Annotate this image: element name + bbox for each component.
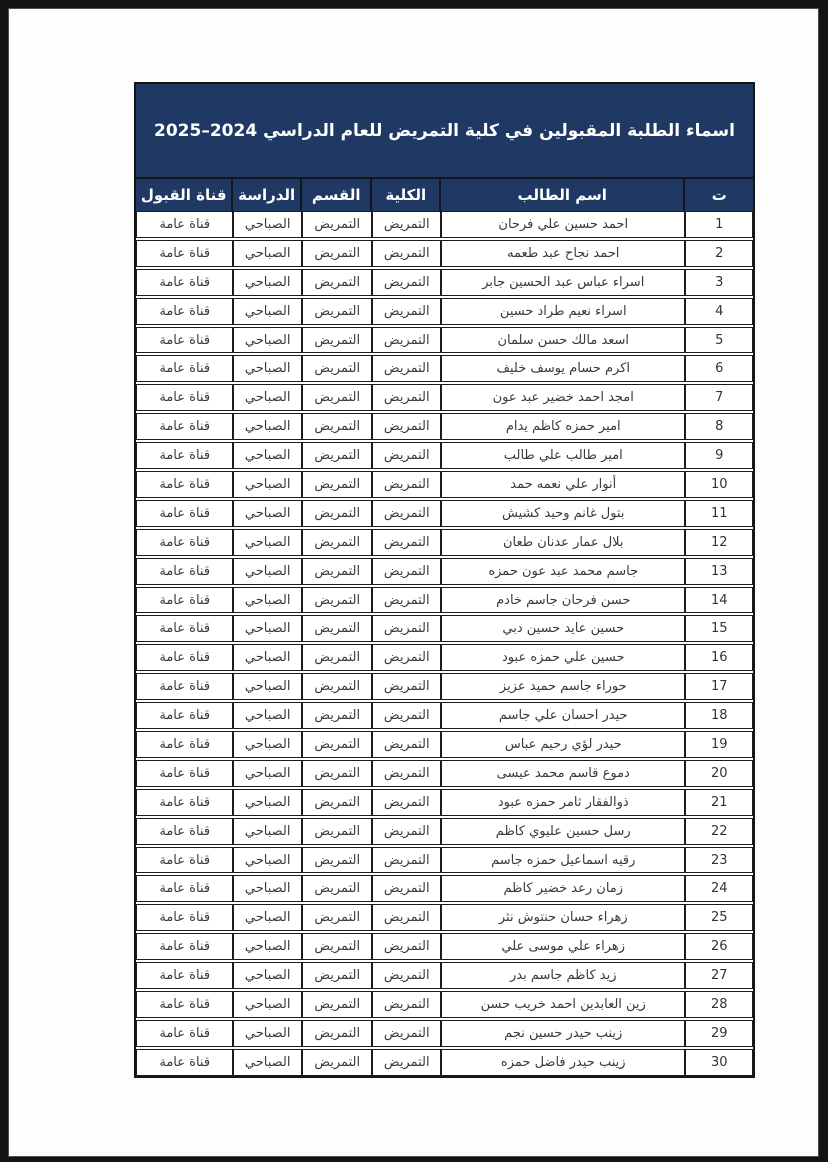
table-row (136, 847, 753, 874)
cell-admission-channel: قناة عامة (136, 760, 233, 787)
cell-department: التمريض (302, 355, 373, 382)
cell-admission-channel: قناة عامة (136, 240, 233, 267)
table-row (136, 471, 753, 498)
table-row (136, 991, 753, 1018)
cell-admission-channel: قناة عامة (136, 962, 233, 989)
cell-college: التمريض (372, 904, 441, 931)
cell-student-name: اسراء عباس عبد الحسين جابر (441, 269, 685, 296)
cell-admission-channel: قناة عامة (136, 702, 233, 729)
cell-study: الصباحي (233, 298, 302, 325)
cell-department: التمريض (302, 1020, 373, 1047)
cell-index: 28 (685, 991, 753, 1018)
cell-college: التمريض (372, 702, 441, 729)
cell-index: 2 (685, 240, 753, 267)
cell-student-name: اسعد مالك حسن سلمان (441, 327, 685, 354)
cell-student-name: ذوالفقار ثامر حمزه عبود (441, 789, 685, 816)
cell-department: التمريض (302, 962, 373, 989)
cell-college: التمريض (372, 1020, 441, 1047)
cell-admission-channel: قناة عامة (136, 904, 233, 931)
cell-department: التمريض (302, 818, 373, 845)
cell-index: 30 (685, 1049, 753, 1076)
table-row (136, 240, 753, 267)
cell-index: 16 (685, 644, 753, 671)
cell-index: 13 (685, 558, 753, 585)
cell-student-name: بتول غانم وحيد كشيش (441, 500, 685, 527)
header-cell-department: القسم (302, 179, 373, 211)
cell-index: 11 (685, 500, 753, 527)
students-table (134, 82, 755, 1078)
cell-department: التمريض (302, 471, 373, 498)
cell-index: 8 (685, 413, 753, 440)
cell-college: التمريض (372, 644, 441, 671)
cell-admission-channel: قناة عامة (136, 500, 233, 527)
cell-study: الصباحي (233, 327, 302, 354)
cell-student-name: زين العابدين احمد خريب حسن (441, 991, 685, 1018)
cell-college: التمريض (372, 818, 441, 845)
cell-index: 4 (685, 298, 753, 325)
cell-study: الصباحي (233, 240, 302, 267)
cell-student-name: حسين عايد حسين دبي (441, 615, 685, 642)
cell-student-name: اسراء نعيم طراد حسين (441, 298, 685, 325)
cell-index: 1 (685, 211, 753, 238)
cell-college: التمريض (372, 933, 441, 960)
table-row (136, 789, 753, 816)
table-row (136, 355, 753, 382)
cell-admission-channel: قناة عامة (136, 442, 233, 469)
cell-index: 27 (685, 962, 753, 989)
cell-study: الصباحي (233, 875, 302, 902)
header-cell-student-name: اسم الطالب (441, 179, 685, 211)
cell-college: التمريض (372, 384, 441, 411)
cell-admission-channel: قناة عامة (136, 673, 233, 700)
table-row (136, 413, 753, 440)
cell-department: التمريض (302, 269, 373, 296)
cell-department: التمريض (302, 904, 373, 931)
cell-study: الصباحي (233, 529, 302, 556)
cell-admission-channel: قناة عامة (136, 875, 233, 902)
cell-college: التمريض (372, 558, 441, 585)
table-row (136, 211, 753, 238)
cell-admission-channel: قناة عامة (136, 847, 233, 874)
cell-student-name: بلال عمار عدنان طعان (441, 529, 685, 556)
header-cell-college: الكلية (372, 179, 441, 211)
cell-college: التمريض (372, 471, 441, 498)
cell-college: التمريض (372, 673, 441, 700)
cell-admission-channel: قناة عامة (136, 384, 233, 411)
cell-department: التمريض (302, 933, 373, 960)
cell-department: التمريض (302, 644, 373, 671)
cell-admission-channel: قناة عامة (136, 991, 233, 1018)
cell-admission-channel: قناة عامة (136, 327, 233, 354)
cell-student-name: جاسم محمد عبد عون حمزه (441, 558, 685, 585)
cell-college: التمريض (372, 1049, 441, 1076)
cell-study: الصباحي (233, 355, 302, 382)
cell-department: التمريض (302, 413, 373, 440)
document-page (8, 8, 819, 1157)
table-row (136, 702, 753, 729)
cell-admission-channel: قناة عامة (136, 355, 233, 382)
cell-study: الصباحي (233, 384, 302, 411)
cell-department: التمريض (302, 847, 373, 874)
cell-college: التمريض (372, 327, 441, 354)
cell-college: التمريض (372, 413, 441, 440)
cell-college: التمريض (372, 731, 441, 758)
table-row (136, 962, 753, 989)
cell-student-name: زينب حيدر حسين نجم (441, 1020, 685, 1047)
cell-student-name: زينب حيدر فاضل حمزه (441, 1049, 685, 1076)
cell-admission-channel: قناة عامة (136, 211, 233, 238)
cell-study: الصباحي (233, 500, 302, 527)
cell-study: الصباحي (233, 269, 302, 296)
cell-department: التمريض (302, 240, 373, 267)
cell-study: الصباحي (233, 818, 302, 845)
cell-college: التمريض (372, 615, 441, 642)
table-row (136, 384, 753, 411)
cell-index: 3 (685, 269, 753, 296)
cell-index: 7 (685, 384, 753, 411)
table-row (136, 904, 753, 931)
cell-study: الصباحي (233, 587, 302, 614)
header-cell-admission-channel: قناة القبول (136, 179, 233, 211)
cell-index: 12 (685, 529, 753, 556)
cell-student-name: اكرم حسام يوسف خليف (441, 355, 685, 382)
header-cell-study: الدراسة (233, 179, 302, 211)
cell-department: التمريض (302, 991, 373, 1018)
cell-student-name: زهراء علي موسى علي (441, 933, 685, 960)
cell-study: الصباحي (233, 962, 302, 989)
cell-index: 19 (685, 731, 753, 758)
table-row (136, 875, 753, 902)
cell-index: 5 (685, 327, 753, 354)
cell-index: 10 (685, 471, 753, 498)
cell-college: التمريض (372, 847, 441, 874)
table-row (136, 587, 753, 614)
cell-department: التمريض (302, 673, 373, 700)
cell-college: التمريض (372, 529, 441, 556)
cell-index: 20 (685, 760, 753, 787)
cell-index: 22 (685, 818, 753, 845)
cell-admission-channel: قناة عامة (136, 818, 233, 845)
cell-student-name: حسن فرحان جاسم خادم (441, 587, 685, 614)
cell-college: التمريض (372, 240, 441, 267)
table-body (136, 211, 753, 1076)
table-row (136, 644, 753, 671)
cell-student-name: حوراء جاسم حميد عزيز (441, 673, 685, 700)
cell-department: التمريض (302, 442, 373, 469)
cell-student-name: امير حمزه كاظم يدام (441, 413, 685, 440)
cell-student-name: رقيه اسماعيل حمزه جاسم (441, 847, 685, 874)
cell-study: الصباحي (233, 1020, 302, 1047)
cell-department: التمريض (302, 702, 373, 729)
cell-admission-channel: قناة عامة (136, 789, 233, 816)
cell-student-name: حيدر لؤي رحيم عباس (441, 731, 685, 758)
cell-admission-channel: قناة عامة (136, 413, 233, 440)
cell-college: التمريض (372, 298, 441, 325)
table-row (136, 673, 753, 700)
cell-admission-channel: قناة عامة (136, 471, 233, 498)
cell-admission-channel: قناة عامة (136, 933, 233, 960)
cell-college: التمريض (372, 442, 441, 469)
cell-study: الصباحي (233, 702, 302, 729)
cell-admission-channel: قناة عامة (136, 529, 233, 556)
cell-admission-channel: قناة عامة (136, 558, 233, 585)
table-row (136, 269, 753, 296)
table-row (136, 529, 753, 556)
cell-department: التمريض (302, 298, 373, 325)
table-row (136, 442, 753, 469)
cell-department: التمريض (302, 587, 373, 614)
cell-student-name: زهراء حسان حنتوش نثر (441, 904, 685, 931)
cell-student-name: دموع قاسم محمد عيسى (441, 760, 685, 787)
cell-admission-channel: قناة عامة (136, 644, 233, 671)
cell-student-name: زمان رعد خضير كاظم (441, 875, 685, 902)
table-row (136, 298, 753, 325)
cell-department: التمريض (302, 1049, 373, 1076)
cell-admission-channel: قناة عامة (136, 731, 233, 758)
cell-index: 18 (685, 702, 753, 729)
table-header-row (136, 177, 753, 211)
cell-study: الصباحي (233, 413, 302, 440)
cell-index: 29 (685, 1020, 753, 1047)
cell-college: التمريض (372, 962, 441, 989)
cell-index: 9 (685, 442, 753, 469)
cell-index: 26 (685, 933, 753, 960)
cell-college: التمريض (372, 789, 441, 816)
cell-study: الصباحي (233, 933, 302, 960)
cell-college: التمريض (372, 355, 441, 382)
cell-college: التمريض (372, 211, 441, 238)
table-row (136, 933, 753, 960)
cell-index: 24 (685, 875, 753, 902)
cell-department: التمريض (302, 500, 373, 527)
cell-student-name: احمد نجاح عبد طعمه (441, 240, 685, 267)
cell-student-name: امجد احمد خضير عبد عون (441, 384, 685, 411)
cell-student-name: رسل حسين عليوي كاظم (441, 818, 685, 845)
cell-department: التمريض (302, 384, 373, 411)
table-row (136, 500, 753, 527)
cell-admission-channel: قناة عامة (136, 298, 233, 325)
cell-department: التمريض (302, 615, 373, 642)
cell-admission-channel: قناة عامة (136, 1049, 233, 1076)
cell-student-name: احمد حسين علي فرحان (441, 211, 685, 238)
cell-student-name: امير طالب علي طالب (441, 442, 685, 469)
cell-admission-channel: قناة عامة (136, 587, 233, 614)
cell-college: التمريض (372, 760, 441, 787)
table-row (136, 818, 753, 845)
cell-study: الصباحي (233, 644, 302, 671)
cell-index: 25 (685, 904, 753, 931)
cell-study: الصباحي (233, 760, 302, 787)
cell-department: التمريض (302, 789, 373, 816)
cell-index: 6 (685, 355, 753, 382)
table-row (136, 1020, 753, 1047)
cell-index: 15 (685, 615, 753, 642)
cell-study: الصباحي (233, 731, 302, 758)
cell-admission-channel: قناة عامة (136, 615, 233, 642)
cell-study: الصباحي (233, 558, 302, 585)
cell-admission-channel: قناة عامة (136, 269, 233, 296)
cell-college: التمريض (372, 587, 441, 614)
table-row (136, 327, 753, 354)
cell-index: 21 (685, 789, 753, 816)
table-row (136, 1049, 753, 1076)
cell-college: التمريض (372, 500, 441, 527)
cell-study: الصباحي (233, 673, 302, 700)
cell-student-name: أنوار علي نعمه حمد (441, 471, 685, 498)
table-row (136, 731, 753, 758)
cell-student-name: حسين علي حمزه عبود (441, 644, 685, 671)
cell-study: الصباحي (233, 1049, 302, 1076)
cell-department: التمريض (302, 760, 373, 787)
cell-department: التمريض (302, 529, 373, 556)
table-title-block (136, 84, 753, 177)
cell-department: التمريض (302, 327, 373, 354)
cell-study: الصباحي (233, 442, 302, 469)
cell-student-name: حيدر احسان علي جاسم (441, 702, 685, 729)
cell-student-name: زيد كاظم جاسم بدر (441, 962, 685, 989)
cell-college: التمريض (372, 991, 441, 1018)
cell-college: التمريض (372, 269, 441, 296)
header-cell-index: ت (711, 186, 727, 204)
table-row (136, 615, 753, 642)
cell-study: الصباحي (233, 211, 302, 238)
cell-study: الصباحي (233, 471, 302, 498)
cell-admission-channel: قناة عامة (136, 1020, 233, 1047)
cell-study: الصباحي (233, 904, 302, 931)
cell-study: الصباحي (233, 991, 302, 1018)
cell-department: التمريض (302, 731, 373, 758)
table-title: اسماء الطلبة المقبولين في كلية التمريض للعام الدراسي 2024–2025 (154, 120, 735, 141)
cell-department: التمريض (302, 211, 373, 238)
cell-study: الصباحي (233, 847, 302, 874)
cell-department: التمريض (302, 558, 373, 585)
cell-index: 17 (685, 673, 753, 700)
cell-index: 23 (685, 847, 753, 874)
cell-index: 14 (685, 587, 753, 614)
cell-department: التمريض (302, 875, 373, 902)
table-row (136, 558, 753, 585)
cell-study: الصباحي (233, 789, 302, 816)
cell-college: التمريض (372, 875, 441, 902)
cell-study: الصباحي (233, 615, 302, 642)
table-row (136, 760, 753, 787)
